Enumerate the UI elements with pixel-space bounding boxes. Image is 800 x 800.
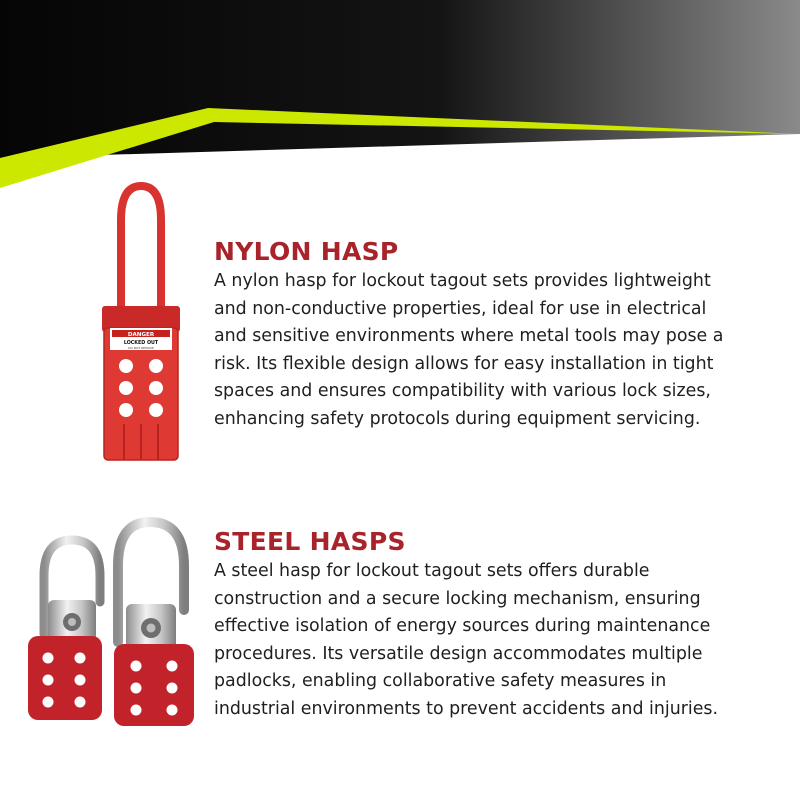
header-banner bbox=[0, 0, 800, 200]
tag-locked-text: LOCKED OUT bbox=[123, 341, 159, 346]
nylon-hasp-description: A nylon hasp for lockout tagout sets provides lightweight and non-conductive properties, ideal for use in electrical and sensitive environments where metal tools may pose a risk. Its flexible design allows for easy installation in tight spaces and ensures compatibility with various lock sizes, enhancing safety protocols during equipment servicing. bbox=[214, 271, 724, 429]
nylon-hasp-section bbox=[214, 236, 774, 434]
nylon-hasp-title: NYLON HASP bbox=[214, 237, 399, 266]
nylon-hasp-image bbox=[86, 180, 196, 470]
steel-hasps-section bbox=[214, 526, 774, 724]
steel-hasps-title: STEEL HASPS bbox=[214, 527, 406, 556]
tag-danger-text: DANGER bbox=[127, 332, 155, 338]
steel-hasps-image bbox=[22, 514, 200, 730]
tag-small-text: DO NOT REMOVE bbox=[128, 346, 154, 350]
steel-hasps-description: A steel hasp for lockout tagout sets offers durable construction and a secure locking mechanism, ensuring effective isolation of energy sources during maintenance procedures. Its versatile design accommodates multiple padlocks, enabling collaborative safety measures in industrial environments to prevent accidents and injuries. bbox=[214, 561, 718, 719]
